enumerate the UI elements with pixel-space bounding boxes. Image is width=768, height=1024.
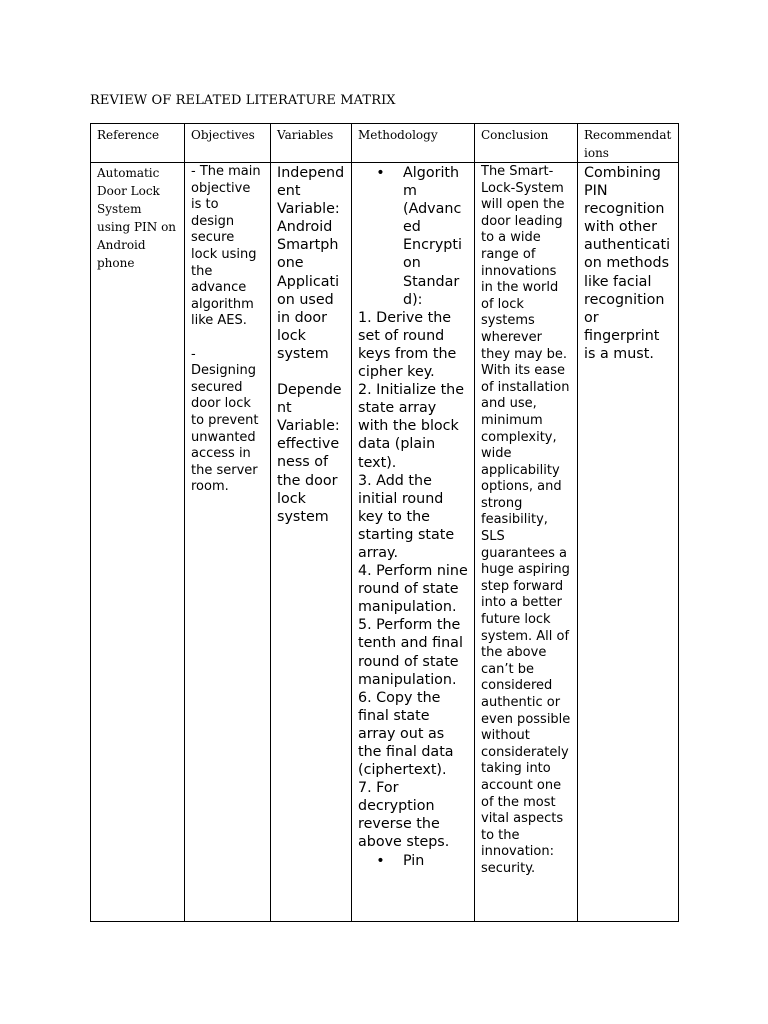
- header-recommendations: Recommendations: [578, 124, 679, 163]
- objective-item: - The main objective is to design secure lock using the advance algorithm like AES.: [191, 164, 261, 329]
- cell-reference: [91, 163, 185, 922]
- cell-methodology: [352, 163, 475, 922]
- recommendation-text: Combining PIN recognition with other authentication methods like facial recognition or fingerprint is a must.: [584, 165, 671, 362]
- methodology-bullet: [358, 852, 468, 870]
- bullet-icon: •: [376, 852, 385, 869]
- header-reference: Reference: [91, 124, 185, 163]
- methodology-step: 6. Copy the final state array out as the final data (ciphertext).: [358, 689, 454, 779]
- document-title: REVIEW OF RELATED LITERATURE MATRIX: [90, 93, 396, 108]
- methodology-step: 5. Perform the tenth and final round of state manipulation.: [358, 617, 463, 688]
- variable-item: Dependent Variable: effectiveness of the door lock system: [277, 382, 342, 525]
- methodology-step: 4. Perform nine round of state manipulation.: [358, 563, 468, 616]
- methodology-step: 2. Initialize the state array with the block data (plain text).: [358, 382, 465, 471]
- cell-variables: [271, 163, 352, 922]
- bullet-icon: •: [376, 165, 385, 181]
- literature-matrix-table: [90, 123, 679, 922]
- methodology-bullet-text: Algorithm (Advanced Encryption Standard):: [403, 165, 462, 308]
- methodology-step: 3. Add the initial round key to the starting state array.: [358, 472, 455, 561]
- methodology-step: 1. Derive the set of round keys from the cipher key.: [358, 309, 457, 381]
- methodology-bullet-text: Pin: [403, 852, 425, 869]
- header-conclusion: Conclusion: [475, 124, 578, 163]
- table-header-row: [91, 124, 679, 163]
- cell-recommendations: [578, 163, 679, 922]
- cell-objectives: [185, 163, 271, 922]
- objective-item: - Designing secured door lock to prevent unwanted access in the server room.: [191, 346, 259, 495]
- table-row: [91, 163, 679, 922]
- methodology-bullet: [358, 164, 468, 309]
- methodology-step: 7. For decryption reverse the above steps.: [358, 780, 450, 851]
- variable-item: Independent Variable: Android Smartphone Application used in door lock system: [277, 165, 345, 362]
- header-methodology: Methodology: [352, 124, 475, 163]
- reference-text: Automatic Door Lock System using PIN on Android phone: [97, 166, 177, 270]
- cell-conclusion: [475, 163, 578, 922]
- conclusion-text: The Smart-Lock-System will open the door leading to a wide range of innovations in the world of lock systems wherever they may be. With its ease of installation and use, minimum complexity, wide applicability options, and strong feasibility, SLS guarantees a huge aspiring step forward into a better future lock system. All of the above can’t be considered authentic or even possible without considerately taking into account one of the most vital aspects to the innovation: security.: [481, 164, 571, 876]
- header-variables: Variables: [271, 124, 352, 163]
- header-objectives: Objectives: [185, 124, 271, 163]
